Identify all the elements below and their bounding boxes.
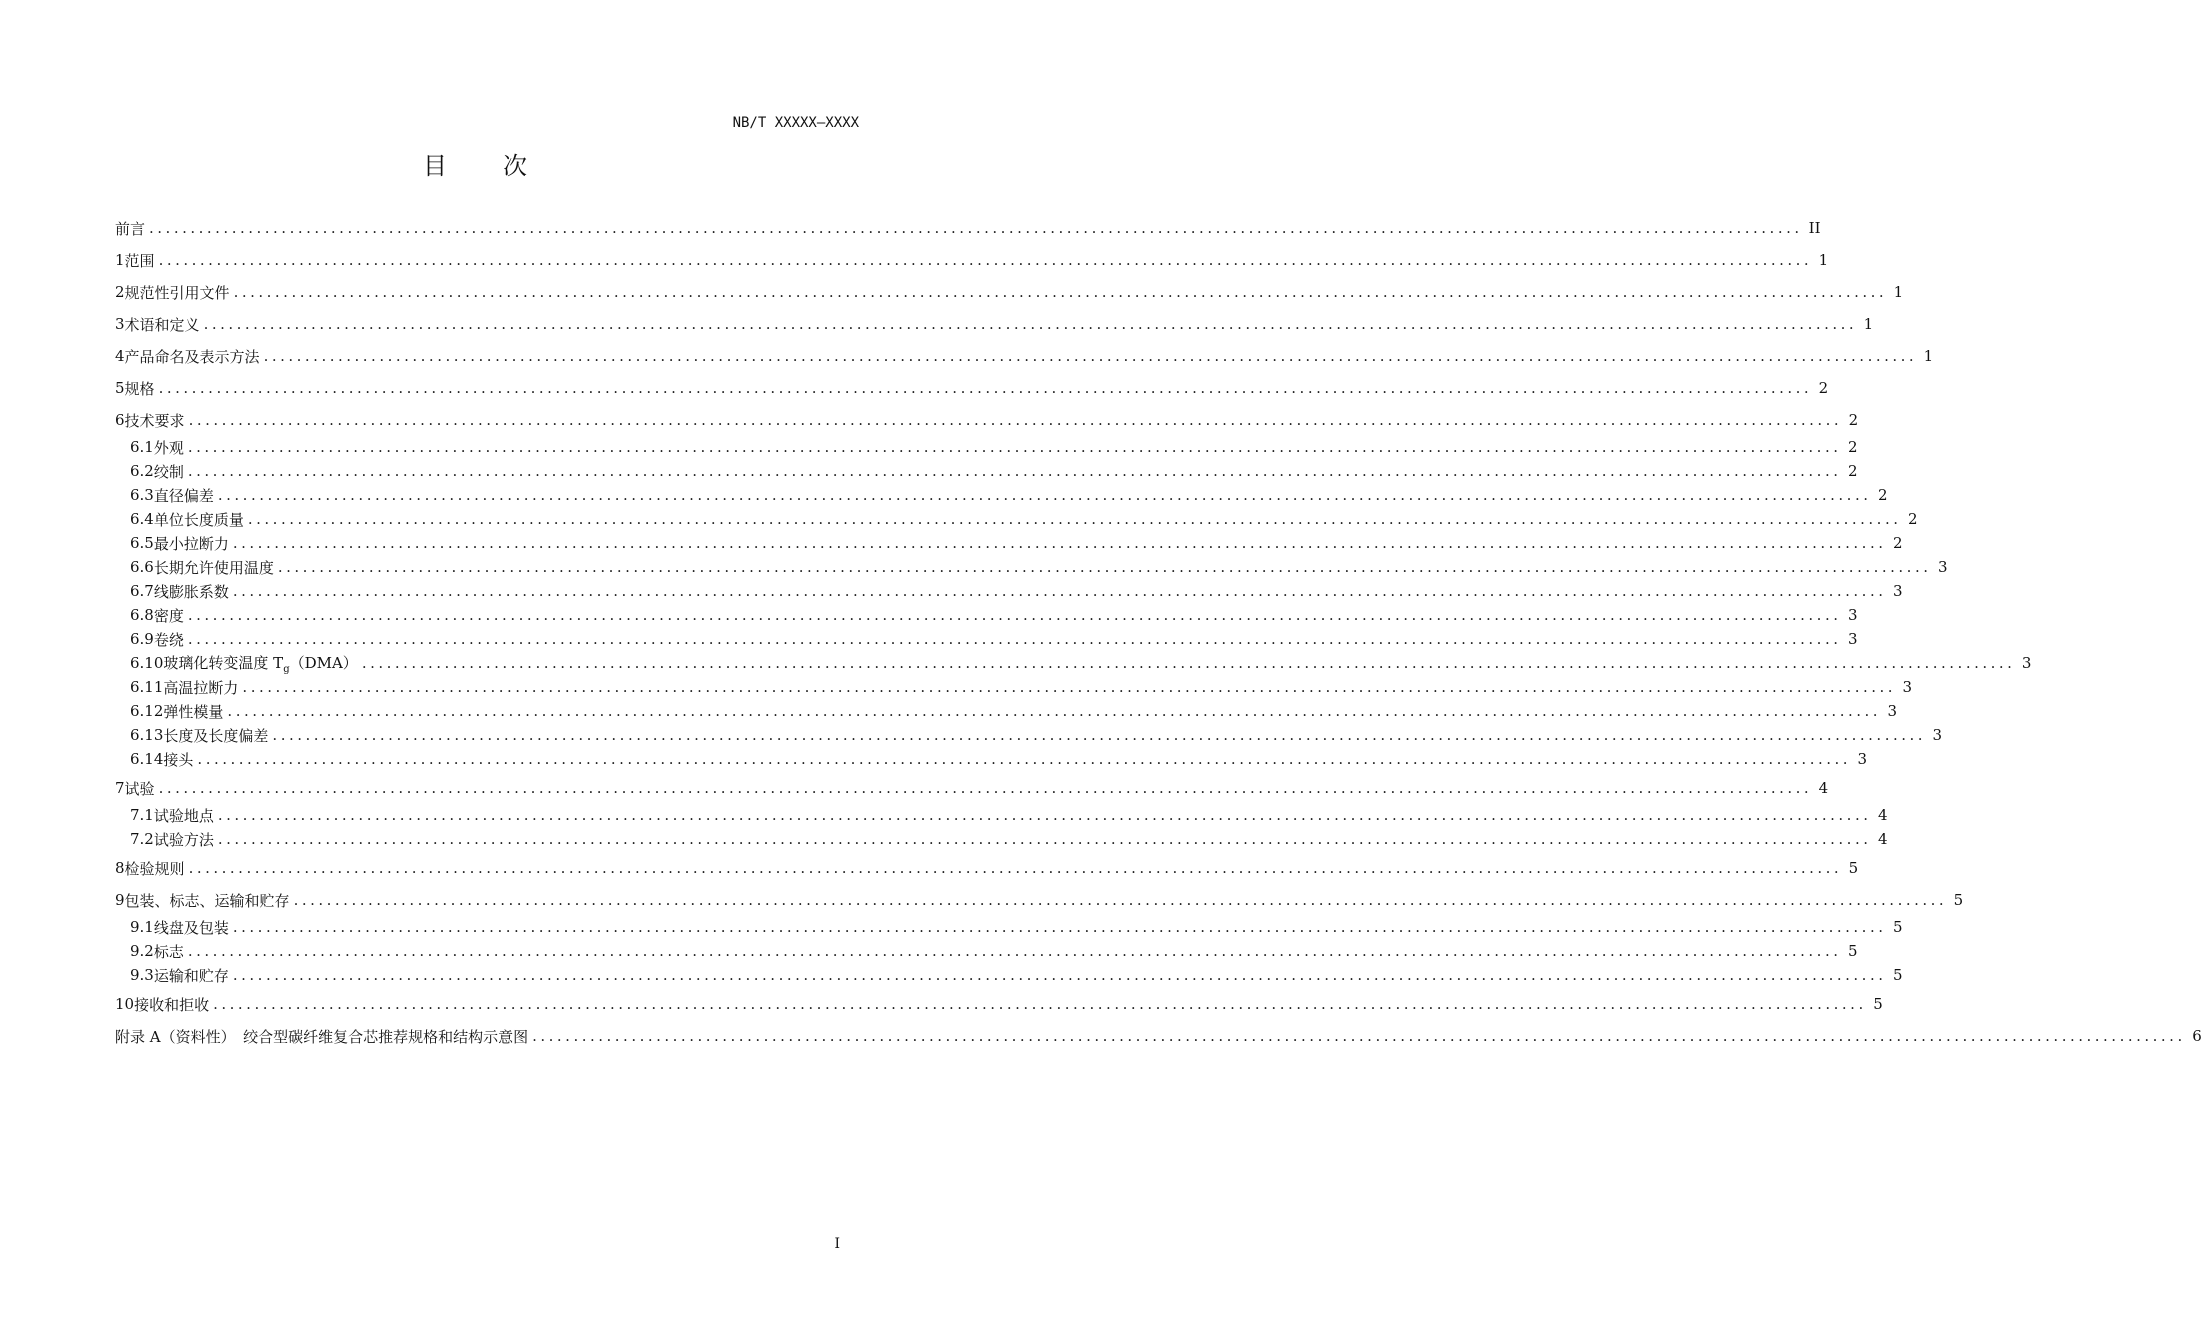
toc-entry-page: 1 bbox=[1863, 315, 1874, 333]
toc-entry-title-text: 绞制 bbox=[153, 462, 184, 481]
toc-entry[interactable] bbox=[115, 627, 1858, 651]
toc-entry-page: 5 bbox=[1847, 942, 1858, 960]
toc-entry-title-text: 术语和定义 bbox=[124, 315, 200, 334]
toc-entry-title bbox=[163, 677, 242, 698]
dot-leader: ........................................................................................................................................................................................................ bbox=[217, 806, 1872, 824]
toc-entry[interactable] bbox=[115, 827, 1888, 851]
toc-entry-title bbox=[163, 701, 227, 722]
dot-leader: ........................................................................................................................................................................................................ bbox=[242, 678, 1897, 696]
toc-entry-page: 2 bbox=[1848, 411, 1859, 429]
toc-entry-number: 6.3 bbox=[130, 486, 154, 504]
document-code: NB/T XXXXX—XXXX bbox=[732, 115, 859, 131]
toc-entry-title bbox=[125, 378, 159, 399]
toc-entry-title bbox=[154, 509, 248, 530]
toc-entry-title-text: 弹性模量 bbox=[163, 702, 224, 721]
toc-entry-page: 3 bbox=[1847, 630, 1858, 648]
toc-entry-number: 2 bbox=[115, 283, 125, 301]
toc-entry-title bbox=[154, 581, 233, 602]
toc-entry-title-text: 试验地点 bbox=[153, 806, 214, 825]
dot-leader: ........................................................................................................................................................................................................ bbox=[232, 582, 1887, 600]
toc-entry-title bbox=[154, 461, 188, 482]
dot-leader: ........................................................................................................................................................................................................ bbox=[188, 411, 1843, 429]
toc-entry-page: 2 bbox=[1892, 534, 1903, 552]
toc-entry-number: 6.11 bbox=[130, 678, 164, 696]
toc-entry-number: 1 bbox=[115, 251, 125, 269]
dot-leader: ........................................................................................................................................................................................................ bbox=[232, 966, 1887, 984]
toc-entry-title-text: 标志 bbox=[153, 942, 184, 961]
toc-entry-title bbox=[115, 218, 149, 239]
toc-entry-number: 8 bbox=[115, 859, 125, 877]
toc-entry-number: 6.13 bbox=[130, 726, 164, 744]
toc-entry-number: 6.2 bbox=[130, 462, 154, 480]
toc-entry-number: 9 bbox=[115, 891, 125, 909]
toc-entry-title-text: 外观 bbox=[153, 438, 184, 457]
toc-entry-number: 6.7 bbox=[130, 582, 154, 600]
title-char-2: 次 bbox=[503, 152, 527, 180]
toc-entry[interactable] bbox=[115, 915, 1903, 939]
toc-entry-title bbox=[125, 778, 159, 799]
toc-entry-page: 5 bbox=[1848, 859, 1859, 877]
toc-entry-title-suffix: （DMA） bbox=[289, 653, 358, 672]
toc-entry[interactable] bbox=[115, 245, 1829, 275]
page-number: I bbox=[834, 1236, 840, 1252]
toc-entry-title bbox=[134, 994, 213, 1015]
dot-leader: ........................................................................................................................................................................................................ bbox=[293, 891, 1948, 909]
toc-entry-title bbox=[154, 485, 218, 506]
toc-entry-number: 6.6 bbox=[130, 558, 154, 576]
dot-leader: ........................................................................................................................................................................................................ bbox=[247, 510, 1902, 528]
toc-entry-title-text: 高温拉断力 bbox=[163, 678, 239, 697]
toc-entry-page: 3 bbox=[1847, 606, 1858, 624]
toc-entry-title-text: 单位长度质量 bbox=[153, 510, 244, 529]
toc-entry-title bbox=[154, 533, 233, 554]
toc-entry-number: 6.5 bbox=[130, 534, 154, 552]
toc-entry-number: 6.4 bbox=[130, 510, 154, 528]
toc-entry-title-text: 附录 A（资料性） 绞合型碳纤维复合芯推荐规格和结构示意图 bbox=[115, 1027, 529, 1046]
toc-entry-page: 5 bbox=[1892, 918, 1903, 936]
toc-entry-number: 9.1 bbox=[130, 918, 154, 936]
toc-entry-title-text: 检验规则 bbox=[124, 859, 185, 878]
dot-leader: ........................................................................................................................................................................................................ bbox=[149, 219, 1803, 237]
toc-entry[interactable] bbox=[115, 459, 1858, 483]
toc-entry-page: 3 bbox=[1887, 702, 1898, 720]
toc-entry-title-text: 包装、标志、运输和贮存 bbox=[124, 891, 290, 910]
toc-entry-page: 1 bbox=[1818, 251, 1829, 269]
toc-entry-number: 6.1 bbox=[130, 438, 154, 456]
toc-entry[interactable] bbox=[115, 213, 1821, 243]
toc-entry-title-text: 产品命名及表示方法 bbox=[124, 347, 260, 366]
toc-entry[interactable] bbox=[115, 963, 1903, 987]
toc-entry-title bbox=[115, 1026, 532, 1047]
toc-entry-page: 4 bbox=[1877, 830, 1888, 848]
toc-entry-title-text: 前言 bbox=[115, 219, 146, 238]
toc-entry-page: 2 bbox=[1877, 486, 1888, 504]
toc-entry[interactable] bbox=[115, 373, 1829, 403]
toc-entry-page: 1 bbox=[1893, 283, 1904, 301]
toc-entry[interactable] bbox=[115, 555, 1948, 579]
toc-entry-title-text: 范围 bbox=[124, 251, 155, 270]
toc-entry-title bbox=[154, 941, 188, 962]
toc-entry[interactable] bbox=[115, 579, 1903, 603]
toc-entry-title bbox=[154, 829, 218, 850]
dot-leader: ........................................................................................................................................................................................................ bbox=[187, 438, 1842, 456]
dot-leader: ........................................................................................................................................................................................................ bbox=[217, 830, 1872, 848]
toc-entry-page: 3 bbox=[1902, 678, 1913, 696]
toc-entry-number: 6.9 bbox=[130, 630, 154, 648]
toc-entry[interactable] bbox=[115, 723, 1943, 747]
toc-entry-page: 3 bbox=[1892, 582, 1903, 600]
toc-entry-title-text: 规范性引用文件 bbox=[124, 283, 230, 302]
toc-entry-page: 2 bbox=[1818, 379, 1829, 397]
toc-entry-page: II bbox=[1808, 219, 1821, 237]
toc-entry-page: 3 bbox=[1937, 558, 1948, 576]
toc-entry-title bbox=[154, 437, 188, 458]
toc-entry[interactable] bbox=[115, 853, 1859, 883]
toc-entry-title-text: 长期允许使用温度 bbox=[153, 558, 274, 577]
dot-leader: ........................................................................................................................................................................................................ bbox=[213, 995, 1867, 1013]
toc-entry-title bbox=[125, 282, 234, 303]
toc-entry-title-text: 线膨胀系数 bbox=[153, 582, 229, 601]
title-char-1: 目 bbox=[423, 152, 447, 180]
toc-entry-number: 4 bbox=[115, 347, 125, 365]
toc-entry-title-text: 技术要求 bbox=[124, 411, 185, 430]
dot-leader: ........................................................................................................................................................................................................ bbox=[187, 462, 1842, 480]
dot-leader: ........................................................................................................................................................................................................ bbox=[158, 251, 1813, 269]
toc-entry[interactable] bbox=[115, 803, 1888, 827]
toc-entry-number: 6.12 bbox=[130, 702, 164, 720]
toc-entry-number: 5 bbox=[115, 379, 125, 397]
toc-entry-title bbox=[163, 725, 272, 746]
toc-entry-title bbox=[125, 858, 189, 879]
toc-entry[interactable] bbox=[115, 773, 1829, 803]
toc-entry-title-text: 线盘及包装 bbox=[153, 918, 229, 937]
toc-entry-title-text: 接收和拒收 bbox=[134, 995, 210, 1014]
toc-entry-page: 2 bbox=[1847, 438, 1858, 456]
dot-leader: ........................................................................................................................................................................................................ bbox=[188, 859, 1843, 877]
page-title bbox=[0, 146, 950, 181]
dot-leader: ........................................................................................................................................................................................................ bbox=[227, 702, 1882, 720]
toc-entry-number: 10 bbox=[115, 995, 135, 1013]
toc-entry-title-text: 试验 bbox=[124, 779, 155, 798]
toc-entry[interactable] bbox=[115, 989, 1883, 1019]
toc-entry-number: 7.1 bbox=[130, 806, 154, 824]
toc-entry-number: 9.3 bbox=[130, 966, 154, 984]
toc-entry-page: 4 bbox=[1818, 779, 1829, 797]
toc-entry[interactable] bbox=[115, 939, 1858, 963]
toc-entry-page: 3 bbox=[2021, 654, 2032, 672]
toc-entry-title bbox=[125, 410, 189, 431]
toc-entry[interactable] bbox=[115, 603, 1858, 627]
toc-entry-title bbox=[154, 805, 218, 826]
toc-entry-title bbox=[154, 965, 233, 986]
toc-entry-title-text: 试验方法 bbox=[153, 830, 214, 849]
toc-entry-title bbox=[125, 314, 204, 335]
toc-entry-title-text: 规格 bbox=[124, 379, 155, 398]
dot-leader: ........................................................................................................................................................................................................ bbox=[158, 779, 1813, 797]
toc-entry-title bbox=[163, 652, 361, 675]
toc-entry-title-text: 接头 bbox=[163, 750, 194, 769]
table-of-contents bbox=[115, 211, 2202, 1051]
toc-entry-number: 6 bbox=[115, 411, 125, 429]
toc-entry-title-text: 卷绕 bbox=[153, 630, 184, 649]
toc-entry-title-text: 直径偏差 bbox=[153, 486, 214, 505]
toc-entry[interactable] bbox=[115, 405, 1859, 435]
toc-entry-title bbox=[163, 749, 197, 770]
toc-entry-subscript: g bbox=[283, 663, 290, 675]
dot-leader: ........................................................................................................................................................................................................ bbox=[272, 726, 1927, 744]
toc-entry-page: 2 bbox=[1847, 462, 1858, 480]
toc-entry-page: 2 bbox=[1907, 510, 1918, 528]
toc-entry-page: 3 bbox=[1857, 750, 1868, 768]
toc-entry[interactable] bbox=[115, 435, 1858, 459]
dot-leader: ........................................................................................................................................................................................................ bbox=[187, 630, 1842, 648]
toc-entry[interactable] bbox=[115, 341, 1934, 371]
toc-entry-title bbox=[154, 917, 233, 938]
toc-entry-title bbox=[125, 890, 294, 911]
toc-entry-title-text: 长度及长度偏差 bbox=[163, 726, 269, 745]
toc-entry-title bbox=[125, 346, 264, 367]
toc-entry-title bbox=[154, 629, 188, 650]
dot-leader: ........................................................................................................................................................................................................ bbox=[187, 942, 1842, 960]
dot-leader: ........................................................................................................................................................................................................ bbox=[277, 558, 1932, 576]
dot-leader: ........................................................................................................................................................................................................ bbox=[232, 534, 1887, 552]
dot-leader: ........................................................................................................................................................................................................ bbox=[187, 606, 1842, 624]
toc-entry-title-text: 玻璃化转变温度 T bbox=[163, 653, 284, 672]
dot-leader: ........................................................................................................................................................................................................ bbox=[197, 750, 1852, 768]
toc-entry-page: 1 bbox=[1923, 347, 1934, 365]
toc-entry-number: 6.10 bbox=[130, 654, 164, 672]
toc-entry-page: 5 bbox=[1892, 966, 1903, 984]
toc-entry-title bbox=[154, 557, 278, 578]
dot-leader: ........................................................................................................................................................................................................ bbox=[361, 654, 2016, 672]
toc-entry[interactable] bbox=[115, 885, 1964, 915]
toc-entry[interactable] bbox=[115, 675, 1913, 699]
toc-entry-title-text: 运输和贮存 bbox=[153, 966, 229, 985]
dot-leader: ........................................................................................................................................................................................................ bbox=[217, 486, 1872, 504]
toc-entry-title bbox=[125, 250, 159, 271]
toc-entry-page: 5 bbox=[1873, 995, 1883, 1013]
toc-entry-number: 7 bbox=[115, 779, 125, 797]
toc-entry-number: 7.2 bbox=[130, 830, 154, 848]
dot-leader: ........................................................................................................................................................................................................ bbox=[232, 918, 1887, 936]
toc-entry-page: 5 bbox=[1953, 891, 1964, 909]
toc-entry-number: 3 bbox=[115, 315, 125, 333]
dot-leader: ........................................................................................................................................................................................................ bbox=[263, 347, 1918, 365]
toc-entry-title bbox=[154, 605, 188, 626]
toc-entry[interactable] bbox=[115, 483, 1888, 507]
toc-entry[interactable] bbox=[115, 507, 1918, 531]
toc-entry[interactable] bbox=[115, 531, 1903, 555]
dot-leader: ........................................................................................................................................................................................................ bbox=[158, 379, 1813, 397]
dot-leader: ........................................................................................................................................................................................................ bbox=[532, 1027, 2186, 1045]
toc-entry[interactable] bbox=[115, 747, 1868, 771]
toc-entry-page: 6 bbox=[2192, 1027, 2202, 1045]
toc-entry-number: 6.8 bbox=[130, 606, 154, 624]
toc-entry[interactable] bbox=[115, 309, 1874, 339]
toc-entry[interactable] bbox=[115, 277, 1904, 307]
toc-entry-number: 6.14 bbox=[130, 750, 164, 768]
toc-entry-page: 3 bbox=[1932, 726, 1943, 744]
dot-leader: ........................................................................................................................................................................................................ bbox=[233, 283, 1888, 301]
toc-entry-title-text: 密度 bbox=[153, 606, 184, 625]
toc-entry[interactable] bbox=[115, 699, 1898, 723]
dot-leader: ........................................................................................................................................................................................................ bbox=[203, 315, 1858, 333]
toc-entry-title-text: 最小拉断力 bbox=[153, 534, 229, 553]
toc-entry-page: 4 bbox=[1877, 806, 1888, 824]
toc-entry[interactable] bbox=[115, 651, 2032, 675]
toc-entry[interactable] bbox=[115, 1021, 2202, 1051]
toc-entry-number: 9.2 bbox=[130, 942, 154, 960]
